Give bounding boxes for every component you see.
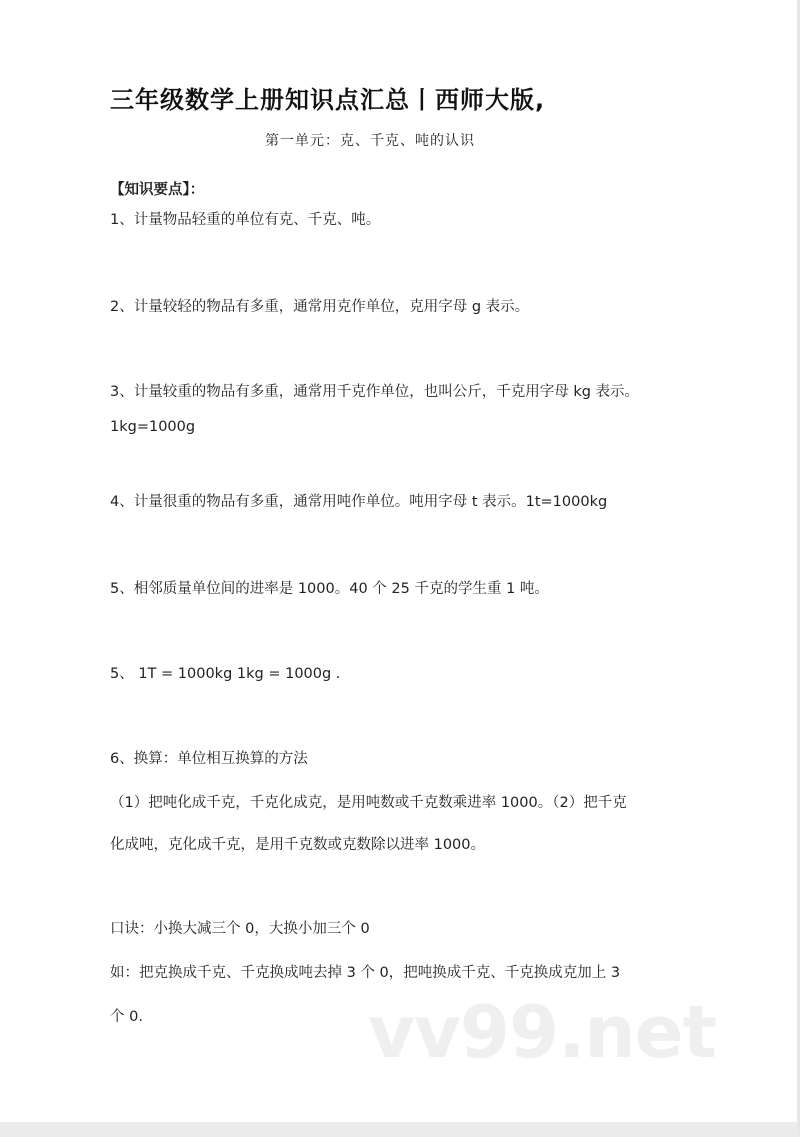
mnemonic: 口诀：小换大减三个 0，大换小加三个 0 bbox=[110, 921, 370, 937]
document-title: 三年级数学上册知识点汇总丨西师大版, bbox=[110, 86, 546, 114]
point-1: 1、计量物品轻重的单位有克、千克、吨。 bbox=[110, 212, 381, 228]
point-3: 3、计量较重的物品有多重，通常用千克作单位，也叫公斤，千克用字母 kg 表示。 bbox=[110, 384, 640, 400]
point-4: 4、计量很重的物品有多重，通常用吨作单位。吨用字母 t 表示。1t=1000kg bbox=[110, 494, 608, 510]
unit-subtitle: 第一单元：克、千克、吨的认识 bbox=[265, 133, 475, 149]
point-2: 2、计量较轻的物品有多重，通常用克作单位，克用字母 g 表示。 bbox=[110, 299, 530, 315]
point-5-formula: 5、 1T = 1000kg 1kg = 1000g . bbox=[110, 666, 341, 682]
point-5: 5、相邻质量单位间的进率是 1000。40 个 25 千克的学生重 1 吨。 bbox=[110, 581, 549, 597]
point-6: 6、换算：单位相互换算的方法 bbox=[110, 751, 308, 767]
knowledge-points-heading: 【知识要点】： bbox=[110, 181, 205, 198]
example-line-2: 个 0. bbox=[110, 1009, 143, 1025]
point-6-method-line-1: （1）把吨化成千克，千克化成克，是用吨数或千克数乘进率 1000。（2）把千克 bbox=[110, 795, 627, 811]
point-6-method-line-2: 化成吨，克化成千克，是用千克数或克数除以进率 1000。 bbox=[110, 837, 486, 853]
example-line-1: 如：把克换成千克、千克换成吨去掉 3 个 0，把吨换成千克、千克换成克加上 3 bbox=[110, 965, 621, 981]
point-3-formula: 1kg=1000g bbox=[110, 419, 196, 435]
watermark: vv99.net bbox=[368, 990, 716, 1074]
